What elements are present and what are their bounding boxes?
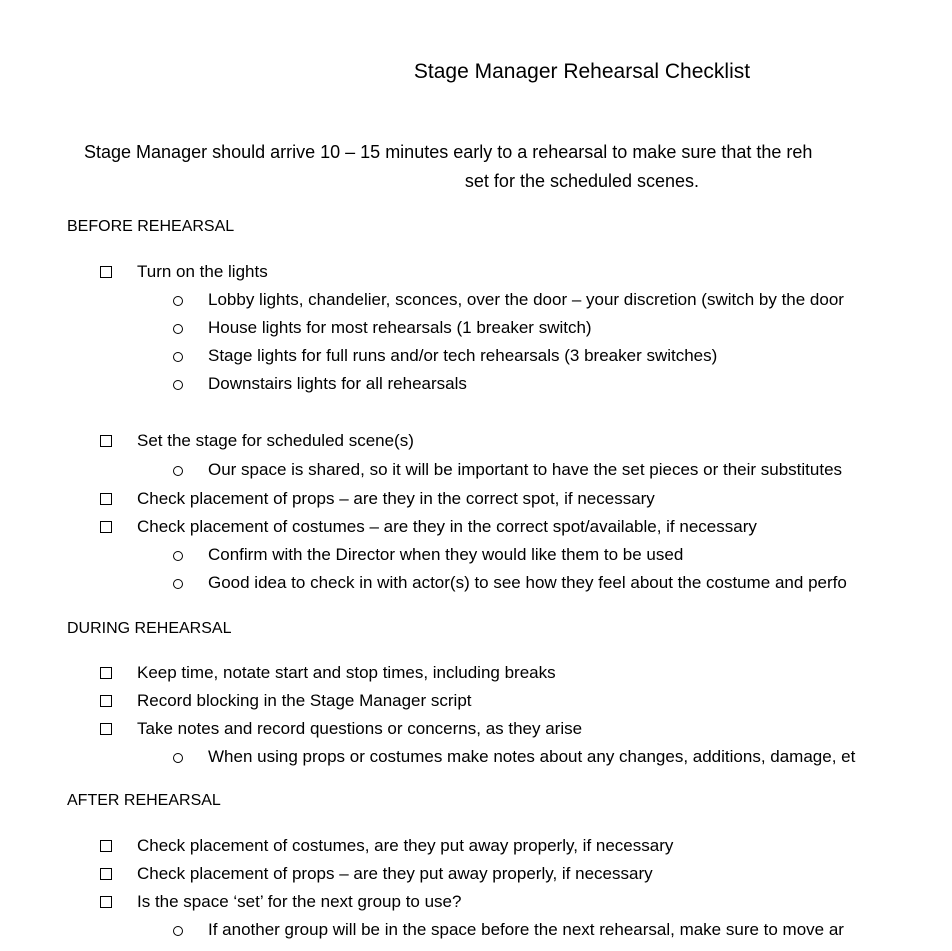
checkbox[interactable] [100, 695, 112, 707]
checklist-item-label: Set the stage for scheduled scene(s) [137, 431, 414, 450]
checkbox[interactable] [100, 868, 112, 880]
sub-item-label: Confirm with the Director when they would like them to be used [208, 545, 684, 564]
circle-bullet-icon [173, 380, 183, 390]
circle-bullet-icon [173, 579, 183, 589]
circle-bullet-icon [173, 466, 183, 476]
checklist-item-label: Check placement of costumes, are they put away properly, if necessary [137, 836, 674, 855]
checklist-item-label: Keep time, notate start and stop times, including breaks [137, 663, 556, 682]
checkbox[interactable] [100, 435, 112, 447]
checklist-item-label: Is the space ‘set’ for the next group to use? [137, 892, 462, 911]
checklist-item-label: Take notes and record questions or concerns, as they arise [137, 719, 583, 738]
sub-item-label: When using props or costumes make notes about any changes, additions, damage, et [208, 747, 856, 766]
sub-item-label: Downstairs lights for all rehearsals [208, 374, 467, 393]
checklist-item-label: Record blocking in the Stage Manager script [137, 691, 472, 710]
checklist-item-label: Check placement of props – are they put away properly, if necessary [137, 864, 653, 883]
sub-item-label: Good idea to check in with actor(s) to see how they feel about the costume and perfo [208, 573, 847, 592]
circle-bullet-icon [173, 324, 183, 334]
circle-bullet-icon [173, 551, 183, 561]
checklist-item-label: Check placement of costumes – are they in the correct spot/available, if necessary [137, 517, 757, 536]
checkbox[interactable] [100, 896, 112, 908]
checkbox[interactable] [100, 723, 112, 735]
checklist-item-label: Turn on the lights [137, 262, 268, 281]
section-heading-during: DURING REHEARSAL [67, 620, 232, 637]
checkbox[interactable] [100, 667, 112, 679]
sub-item-label: Our space is shared, so it will be important to have the set pieces or their substitutes [208, 460, 843, 479]
checkbox[interactable] [100, 840, 112, 852]
sub-item-label: If another group will be in the space before the next rehearsal, make sure to move ar [208, 920, 844, 939]
page-title: Stage Manager Rehearsal Checklist [413, 60, 751, 83]
section-heading-after: AFTER REHEARSAL [67, 792, 221, 809]
sub-item-label: Lobby lights, chandelier, sconces, over the door – your discretion (switch by the door [208, 290, 844, 309]
checkbox[interactable] [100, 521, 112, 533]
circle-bullet-icon [173, 296, 183, 306]
circle-bullet-icon [173, 352, 183, 362]
intro-line-1: Stage Manager should arrive 10 – 15 minutes early to a rehearsal to make sure that the reh [84, 142, 813, 162]
checkbox[interactable] [100, 266, 112, 278]
circle-bullet-icon [173, 753, 183, 763]
sub-item-label: Stage lights for full runs and/or tech rehearsals (3 breaker switches) [208, 346, 718, 365]
intro-line-2: set for the scheduled scenes. [464, 171, 700, 191]
sub-item-label: House lights for most rehearsals (1 breaker switch) [208, 318, 592, 337]
section-heading-before: BEFORE REHEARSAL [67, 218, 235, 235]
checklist-item-label: Check placement of props – are they in the correct spot, if necessary [137, 489, 655, 508]
circle-bullet-icon [173, 926, 183, 936]
checkbox[interactable] [100, 493, 112, 505]
